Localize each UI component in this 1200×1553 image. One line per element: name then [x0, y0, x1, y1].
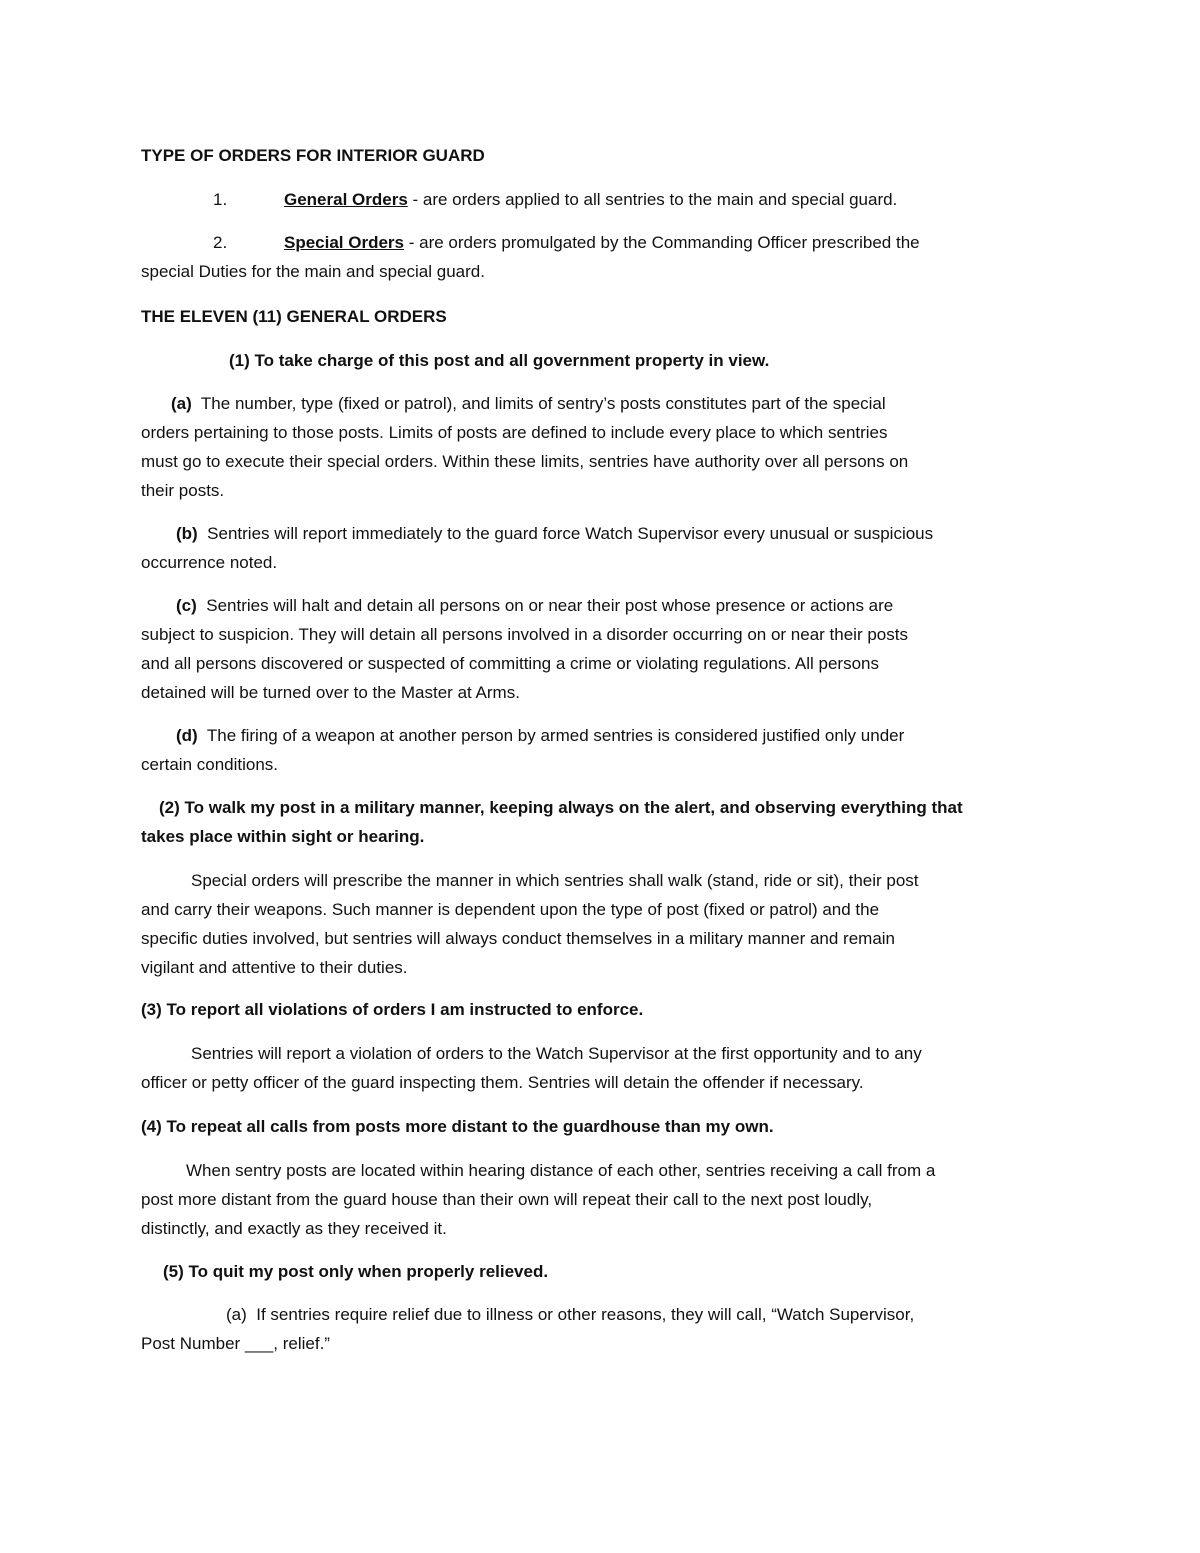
- subitem-a: [226, 1305, 914, 1325]
- order-title-1: (1) To take charge of this post and all government property in view.: [229, 351, 770, 370]
- list-item-general-orders: [284, 190, 897, 210]
- section-heading-type-of-orders: TYPE OF ORDERS FOR INTERIOR GUARD: [141, 146, 485, 165]
- text-line: must go to execute their special orders. Within these limits, sentries have authority over all persons on: [141, 452, 909, 471]
- text-line: their posts.: [141, 481, 225, 500]
- subitem-label: (c): [176, 596, 197, 615]
- general-orders-definition: - are orders applied to all sentries to the main and special guard.: [407, 190, 898, 209]
- text-line: Sentries will report immediately to the guard force Watch Supervisor every unusual or suspicious: [207, 524, 934, 543]
- list-item-number: 2.: [213, 233, 228, 252]
- text-line: occurrence noted.: [141, 553, 278, 572]
- order-title-3: (3) To report all violations of orders I am instructed to enforce.: [141, 1000, 644, 1019]
- text-line: Post Number ___, relief.”: [141, 1334, 330, 1353]
- text-line: and all persons discovered or suspected of committing a crime or violating regulations. All persons: [141, 654, 879, 673]
- subitem-c: [176, 596, 893, 616]
- subitem-a: [171, 394, 886, 414]
- text-line: Sentries will report a violation of orders to the Watch Supervisor at the first opportunity and to any: [191, 1044, 922, 1063]
- term-general-orders: General Orders: [284, 190, 408, 209]
- text-line: officer or petty officer of the guard inspecting them. Sentries will detain the offender if necessary.: [141, 1073, 864, 1092]
- text-line: Sentries will halt and detain all persons on or near their post whose presence or actions are: [206, 596, 894, 615]
- subitem-label: (d): [176, 726, 198, 745]
- subitem-label: (b): [176, 524, 198, 543]
- text-line: Special orders will prescribe the manner in which sentries shall walk (stand, ride or sit), their post: [191, 871, 919, 890]
- order-title-4: (4) To repeat all calls from posts more distant to the guardhouse than my own.: [141, 1117, 774, 1136]
- text-line: The number, type (fixed or patrol), and limits of sentry’s posts constitutes part of the special: [200, 394, 886, 413]
- text-line: subject to suspicion. They will detain all persons involved in a disorder occurring on or near their posts: [141, 625, 908, 644]
- subitem-label: (a): [226, 1305, 247, 1324]
- text-line: If sentries require relief due to illness or other reasons, they will call, “Watch Supervisor,: [256, 1305, 915, 1324]
- text-line: orders pertaining to those posts. Limits of posts are defined to include every place to which sentries: [141, 423, 888, 442]
- subitem-b: [176, 524, 933, 544]
- text-line: The firing of a weapon at another person by armed sentries is considered justified only under: [206, 726, 905, 745]
- subitem-d: [176, 726, 904, 746]
- text-line: and carry their weapons. Such manner is dependent upon the type of post (fixed or patrol) and the: [141, 900, 880, 919]
- text-line: distinctly, and exactly as they received it.: [141, 1219, 447, 1238]
- list-item-special-orders: [284, 233, 920, 253]
- text-line: post more distant from the guard house than their own will repeat their call to the next post loudly,: [141, 1190, 873, 1209]
- section-heading-eleven-general-orders: THE ELEVEN (11) GENERAL ORDERS: [141, 307, 447, 326]
- text-line: certain conditions.: [141, 755, 279, 774]
- order-title-5: (5) To quit my post only when properly relieved.: [163, 1262, 549, 1281]
- text-line: specific duties involved, but sentries will always conduct themselves in a military manner and remain: [141, 929, 896, 948]
- text-line: vigilant and attentive to their duties.: [141, 958, 408, 977]
- order-title-2: (2) To walk my post in a military manner, keeping always on the alert, and observing everything that: [159, 798, 963, 817]
- text-line: detained will be turned over to the Master at Arms.: [141, 683, 520, 702]
- subitem-label: (a): [171, 394, 192, 413]
- order-title-2-cont: takes place within sight or hearing.: [141, 827, 425, 846]
- list-item-number: 1.: [213, 190, 228, 209]
- special-orders-definition: - are orders promulgated by the Commanding Officer prescribed the: [404, 233, 920, 252]
- term-special-orders: Special Orders: [284, 233, 405, 252]
- text-line: When sentry posts are located within hearing distance of each other, sentries receiving a call from a: [186, 1161, 936, 1180]
- text-line: special Duties for the main and special guard.: [141, 262, 485, 281]
